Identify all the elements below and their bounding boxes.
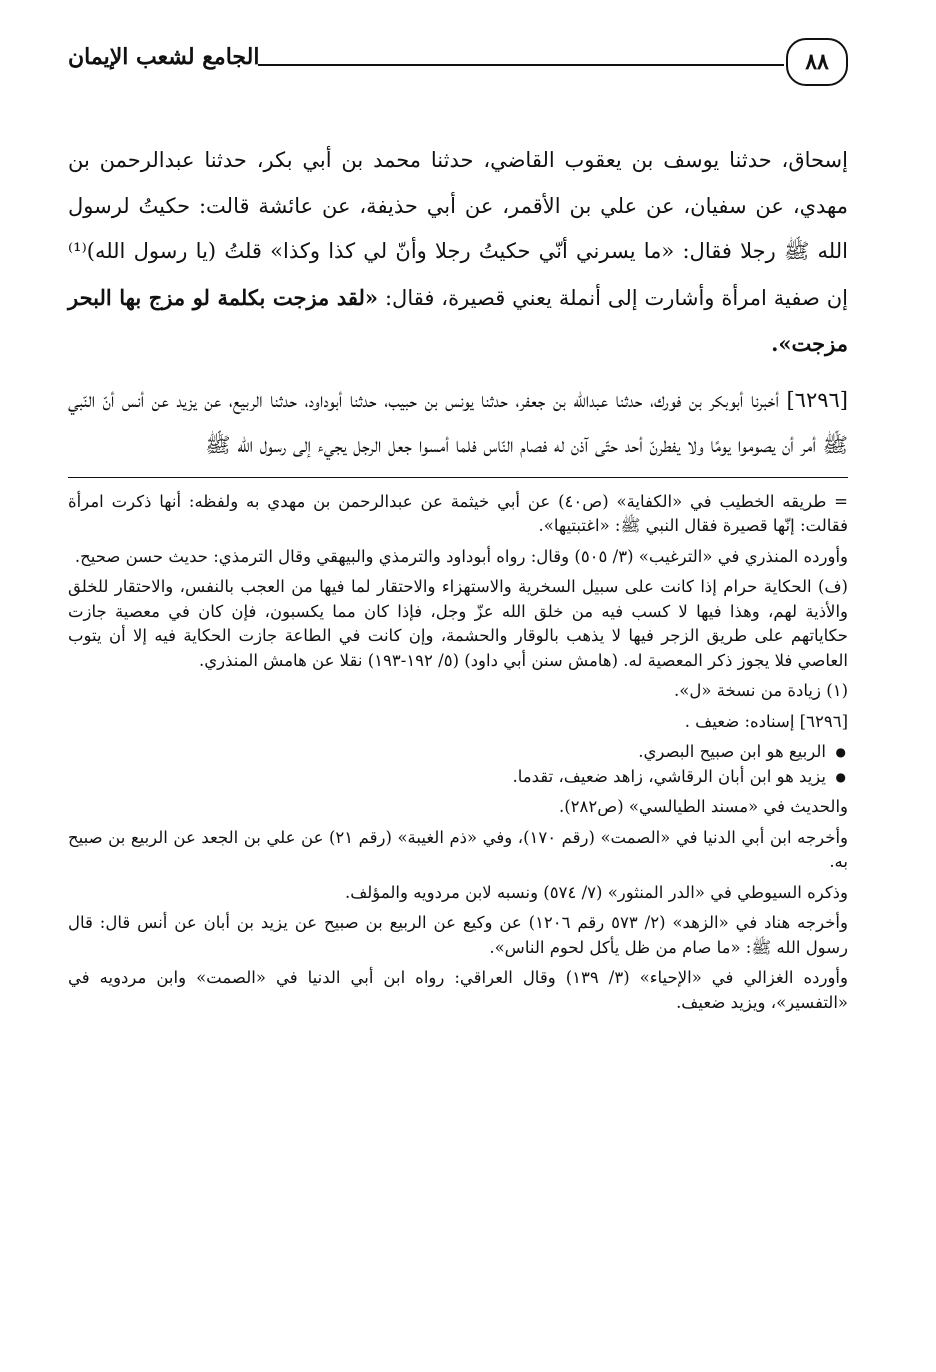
book-title: الجامع لشعب الإيمان [68,44,260,70]
footnote-ibn-abi-dunya: وأخرجه ابن أبي الدنيا في «الصمت» (رقم ١٧٠)، وفي «ذم الغيبة» (رقم ٢١) عن علي بن الجعد عن الربيع بن صبيح به. [68,827,849,871]
footnote-hannad: وأخرجه هناد في «الزهد» (٢/ ٥٧٣ رقم ١٢٠٦) عن وكيع عن الربيع بن صبيح عن يزيد بن أبان عن أنس قال: قال رسول الله ﷺ: «ما صام من ظل يأكل لحوم الناس». [68,913,848,957]
page-header [68,30,848,92]
main-text [68,138,848,469]
paragraph-2: [٦٢٩٦] أخبرنا أبوبكر بن فورك، حدثنا عبدالله بن جعفر، حدثنا يونس بن حبيب، حدثنا أبوداود، حدثنا الربيع، عن يزيد عن أنس أنّ النّبي ﷺ أمر أن يصوموا يومًا ولا يفطرنّ أحد حتّى آذن له فصام النّاس فلما أمسوا جعل الرجل يجيء إلى رسول الله ﷺ [68,387,848,457]
footnote-separator [68,477,848,478]
paragraph-1 [68,138,848,368]
narrator-list [68,740,848,789]
footnote-suyuti: وذكره السيوطي في «الدر المنثور» (٧/ ٥٧٤) ونسبه لابن مردويه والمؤلف. [344,882,848,902]
page-number: ٨٨ [786,38,848,86]
narrator-item: ● يزيد هو ابن أبان الرقاشي، زاهد ضعيف، تقدما. [68,765,826,790]
footnote-1: (١) زيادة من نسخة «ل». [674,681,848,700]
footnote-mundhiri: وأورده المنذري في «الترغيب» (٣/ ٥٠٥) وقال: رواه أبوداود والترمذي والبيهقي وقال الترمذي: حديث حسن صحيح. [74,546,848,566]
footnote-isnad: [٦٢٩٦] إسناده: ضعيف . [684,711,848,731]
header-rule [258,64,784,66]
footnote-continued: = طريقه الخطيب في «الكفاية» (ص٤٠) عن أبي خيثمة عن عبدالرحمن بن مهدي به ولفظه: أنها ذكرت امرأة فقالت: إنّها قصيرة فقال النبي ﷺ: «اغتبتيها». [68,491,848,535]
paragraph-1-bold-quote: «لقد مزجت بكلمة لو مزج بها البحر مزجت». [68,284,848,356]
paragraph-1-text: إسحاق، حدثنا يوسف بن يعقوب القاضي، حدثنا محمد بن أبي بكر، حدثنا عبدالرحمن بن مهدي، عن سفيان، عن علي بن الأقمر، عن أبي حذيفة، عن عائشة قالت: حكيتُ لرسول الله ﷺ رجلا فقال: «ما يسرني أنّي حكيتُ رجلا وأنّ لي كذا وكذا» قلتُ (يا رسول الله)⁽¹⁾ إن صفية امرأة وأشارت إلى أنملة يعني قصيرة، فقال: [68,148,849,310]
footnote-tayalisi: والحديث في «مسند الطيالسي» (ص٢٨٢). [558,797,848,816]
narrator-item: ● الربيع هو ابن صبيح البصري. [68,740,826,765]
book-page [68,30,848,1021]
footnotes [68,490,848,1016]
footnote-hikaya: (ف) الحكاية حرام إذا كانت على سبيل السخرية والاستهزاء والاحتقار لما فيها من العجب بالنفس، والاحتقار للخلق والأذية لهم، وهذا فيها لا كسب فيه من خلق الله عزّ وجل، فإذا كان مما يكسبون، فإن كان في معصية جازت حكاياتهم على طريق الزجر فيها لا يذهب بالوقار والحشمة، وإن كانت في الطاعة جازت الحكاية فيه إلا أن يتوب العاصي فلا يجوز ذكر المعصية له. (هامش سنن أبي داود) (٥/ ١٩٢-١٩٣) نقلا عن هامش المنذري. [68,577,848,670]
footnote-ghazali: وأورده الغزالي في «الإحياء» (٣/ ١٣٩) وقال العراقي: رواه ابن أبي الدنيا في «الصمت» وابن مردويه في «التفسير»، ويزيد ضعيف. [68,968,848,1012]
